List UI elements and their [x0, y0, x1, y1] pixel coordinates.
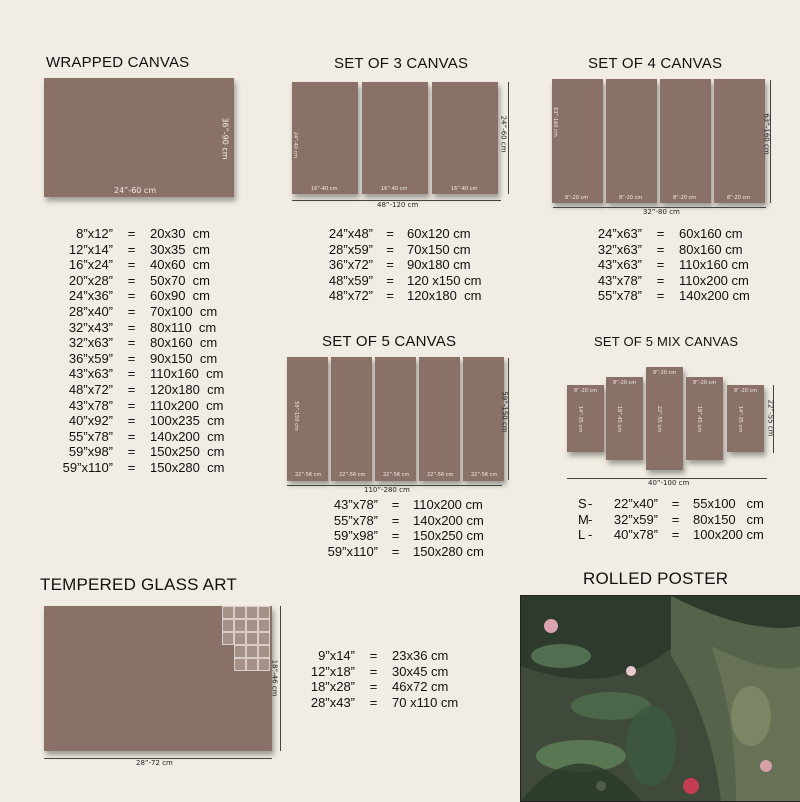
size-cm: 110x160 cm: [679, 257, 749, 273]
size-equals: =: [656, 241, 665, 257]
size-cm: 60x90 cm: [150, 288, 210, 304]
size-row: [590, 257, 750, 273]
size-inches: 36”x72”: [328, 257, 373, 273]
size-code: S: [578, 496, 587, 511]
size-equals: =: [386, 288, 394, 304]
set5-panel-width-label: 22”-56 cm: [427, 472, 454, 478]
size-cm: 120x180 cm: [150, 381, 225, 397]
size-inches: 43”x78”: [333, 497, 378, 512]
size-cm: 23x36 cm: [392, 648, 449, 663]
wrapped-width-label: 24”-60 cm: [114, 186, 157, 195]
glass-width-label: 28”-72 cm: [136, 759, 173, 767]
size-cm: 150x250 cm: [413, 528, 484, 544]
mix5-width-label: 40”-100 cm: [648, 479, 690, 487]
size-equals: =: [369, 694, 378, 710]
mix5-panel: [686, 377, 723, 460]
size-cm: 20x30 cm: [150, 226, 210, 241]
size-cm: 40x60 cm: [150, 257, 210, 273]
set5-height-label: 59”-150 cm: [500, 391, 509, 433]
set3-panel: [292, 82, 358, 194]
size-row: [50, 335, 224, 351]
mix5-panel: [646, 367, 683, 470]
size-row: [50, 366, 224, 382]
glass-reflection-tile: [258, 632, 270, 645]
size-row: [50, 398, 224, 414]
size-row: [590, 242, 750, 258]
size-equals: =: [386, 226, 394, 241]
glass-reflection-tile: [246, 658, 258, 671]
glass-reflection-tile: [222, 619, 234, 632]
size-equals: =: [127, 366, 136, 382]
glass-reflection-tile: [222, 632, 234, 645]
size-equals: =: [127, 319, 136, 335]
size-equals: =: [386, 241, 394, 257]
size-inches: 59”x98”: [333, 528, 378, 544]
size-row: [318, 226, 481, 242]
size-cm: 46x72 cm: [392, 679, 449, 695]
size-equals: =: [386, 272, 394, 288]
size-inches: 24”x48”: [328, 226, 373, 241]
size-equals: =: [127, 444, 136, 460]
size-equals: =: [656, 288, 665, 304]
size-row: [50, 413, 224, 429]
size-row: [318, 497, 484, 513]
size-inches: 43”x78”: [597, 272, 642, 288]
size-inches: 18”x28”: [310, 679, 355, 695]
size-row: [318, 273, 481, 289]
size-equals: =: [127, 397, 136, 413]
size-cm: 30x35 cm: [150, 241, 210, 257]
mix5-size-list: [578, 496, 764, 543]
size-row: [578, 512, 764, 528]
size-inches: 48”x72”: [68, 381, 113, 397]
size-cm: 80x160 cm: [679, 241, 743, 257]
rolled-poster-image: [520, 595, 800, 802]
size-cm: 70 x110 cm: [392, 694, 459, 710]
set3-panel-width-label: 16”-40 cm: [451, 186, 478, 192]
mix5-panel-height-label: 14”-35 cm: [737, 405, 744, 432]
mix5-panel-width-label: 8”-20 cm: [734, 388, 758, 394]
size-equals: =: [127, 350, 136, 366]
mix5-title: SET OF 5 MIX CANVAS: [594, 334, 739, 349]
glass-reflection-tile: [246, 619, 258, 632]
size-row: [50, 429, 224, 445]
mix5-panel-width-label: 8”-20 cm: [653, 370, 677, 376]
set5-title: SET OF 5 CANVAS: [322, 333, 457, 350]
size-row: [578, 527, 764, 543]
size-inches: 9”x14”: [318, 648, 355, 663]
size-inches: 32”x59”: [613, 511, 658, 527]
glass-height-label: 18”-46 cm: [270, 659, 279, 697]
mix5-panel-height-label: 22”-55 cm: [656, 405, 663, 432]
size-row: [50, 444, 224, 460]
set5-panel: [287, 357, 328, 481]
size-cm: 30x45 cm: [392, 663, 449, 679]
size-row: [50, 304, 224, 320]
set3-panel-height-label: 24”-40 cm: [292, 131, 299, 159]
size-row: [50, 320, 224, 336]
set4-panel-width-label: 8”-20 cm: [619, 195, 643, 201]
size-cm: 50x70 cm: [150, 272, 210, 288]
size-equals: =: [656, 257, 665, 273]
glass-reflection-tile: [258, 619, 270, 632]
set3-panel-width-label: 16”-40 cm: [381, 186, 408, 192]
size-inches: 40”x78”: [613, 527, 658, 543]
size-cm: 80x150 cm: [693, 511, 764, 527]
size-cm: 120x180 cm: [407, 288, 482, 304]
size-cm: 60x120 cm: [407, 226, 471, 241]
size-row: [318, 242, 481, 258]
glass-reflection-tile: [246, 606, 258, 619]
size-cm: 150x250 cm: [150, 444, 225, 460]
set5-panel: [463, 357, 504, 481]
size-inches: 59”x110”: [327, 543, 378, 559]
mix5-panel-width-label: 8”-20 cm: [574, 388, 598, 394]
wrapped-canvas-panel: [44, 78, 234, 197]
glass-reflection-tile: [258, 606, 270, 619]
size-equals: =: [656, 226, 665, 241]
size-equals: =: [386, 257, 394, 273]
size-equals: =: [369, 648, 378, 663]
size-row: [50, 382, 224, 398]
set3-panel: [432, 82, 498, 194]
size-inches: 12”x18”: [310, 663, 355, 679]
size-equals: =: [391, 528, 400, 544]
mix5-panel-height-label: 18”-45 cm: [616, 405, 623, 432]
set3-title: SET OF 3 CANVAS: [334, 55, 469, 72]
size-inches: 48”x59”: [328, 272, 373, 288]
mix5-panel-height-label: 18”-45 cm: [696, 405, 703, 432]
set5-size-list: [318, 497, 484, 559]
set4-panel-width-label: 8”-20 cm: [727, 195, 751, 201]
size-equals: =: [671, 511, 680, 527]
glass-reflection-tile: [234, 658, 246, 671]
size-dash: -: [588, 496, 593, 511]
size-equals: =: [127, 303, 136, 319]
jungle-poster-illustration: [521, 596, 800, 801]
size-equals: =: [671, 527, 680, 543]
size-equals: =: [671, 496, 680, 511]
size-inches: 55”x78”: [333, 512, 378, 528]
set5-panel-width-label: 22”-56 cm: [295, 472, 322, 478]
mix5-panel: [727, 385, 764, 452]
size-cm: 100x200 cm: [693, 527, 764, 543]
set4-title: SET OF 4 CANVAS: [588, 55, 723, 72]
glass-panel: [44, 606, 272, 751]
size-inches: 22”x40”: [613, 496, 658, 511]
size-inches: 59”x110”: [62, 459, 113, 475]
size-cm: 110x200 cm: [150, 397, 224, 413]
glass-title: TEMPERED GLASS ART: [40, 575, 237, 594]
set3-panel-width-label: 16”-40 cm: [311, 186, 338, 192]
glass-reflection-tile: [246, 632, 258, 645]
size-dash: -: [588, 511, 593, 527]
size-cm: 55x100 cm: [693, 496, 764, 511]
set3-height-label: 24”-60 cm: [499, 115, 508, 153]
set4-panel: [714, 79, 765, 203]
size-cm: 110x200 cm: [413, 497, 483, 512]
size-row: [578, 496, 764, 512]
size-code: L: [578, 527, 586, 543]
glass-reflection-tile: [234, 619, 246, 632]
size-inches: 55”x78”: [597, 288, 642, 304]
size-row: [590, 288, 750, 304]
set4-width-label: 32”-80 cm: [643, 208, 680, 216]
set4-height-label: 63”-160 cm: [762, 113, 771, 155]
glass-reflection-tile: [246, 645, 258, 658]
set5-panel: [419, 357, 460, 481]
set3-panel: [362, 82, 428, 194]
set4-size-list: [590, 226, 750, 304]
glass-reflection-tile: [234, 606, 246, 619]
size-equals: =: [391, 543, 400, 559]
size-equals: =: [391, 512, 400, 528]
size-row: [590, 226, 750, 242]
size-code: M: [578, 511, 589, 527]
set5-panel-width-label: 22”-56 cm: [383, 472, 410, 478]
set3-width-label: 48”-120 cm: [377, 201, 419, 209]
size-equals: =: [127, 428, 136, 444]
size-inches: 8”x12”: [76, 226, 113, 241]
set3-size-list: [318, 226, 481, 304]
size-row: [50, 242, 224, 258]
size-cm: 60x160 cm: [679, 226, 743, 241]
size-row: [304, 664, 458, 680]
set3-height-line: [508, 82, 509, 194]
size-row: [318, 513, 484, 529]
size-row: [50, 257, 224, 273]
mix5-panel-height-label: 14”-35 cm: [577, 405, 584, 432]
size-equals: =: [391, 497, 400, 512]
set5-panel-width-label: 22”-56 cm: [471, 472, 498, 478]
size-inches: 28”x59”: [328, 241, 373, 257]
poster-title: ROLLED POSTER: [583, 569, 729, 588]
size-cm: 70x100 cm: [150, 303, 218, 319]
size-cm: 80x160 cm: [150, 335, 218, 351]
set5-width-label: 110”-280 cm: [364, 486, 410, 494]
size-cm: 90x150 cm: [150, 350, 218, 366]
size-inches: 59”x98”: [68, 444, 113, 460]
wrapped-canvas-title: WRAPPED CANVAS: [46, 54, 190, 71]
size-inches: 48”x72”: [328, 288, 373, 304]
size-inches: 24”x36”: [68, 288, 113, 304]
size-equals: =: [127, 257, 136, 273]
size-inches: 43”x78”: [68, 397, 113, 413]
size-row: [50, 351, 224, 367]
size-equals: =: [369, 663, 378, 679]
size-equals: =: [127, 381, 136, 397]
size-equals: =: [127, 226, 136, 241]
size-cm: 110x200 cm: [679, 272, 749, 288]
set5-panel: [375, 357, 416, 481]
size-cm: 70x150 cm: [407, 241, 471, 257]
size-inches: 16”x24”: [68, 257, 113, 273]
mix5-panel: [567, 385, 604, 452]
size-inches: 43”x63”: [68, 366, 113, 382]
size-dash: -: [588, 527, 593, 543]
set4-panel-width-label: 8”-20 cm: [673, 195, 697, 201]
size-inches: 12”x14”: [68, 241, 113, 257]
size-cm: 80x110 cm: [150, 319, 217, 335]
size-equals: =: [127, 459, 136, 475]
size-cm: 100x235 cm: [150, 413, 225, 429]
size-inches: 36”x59”: [68, 350, 113, 366]
size-equals: =: [127, 335, 136, 351]
size-inches: 24”x63”: [597, 226, 642, 241]
glass-reflection-tile: [234, 645, 246, 658]
mix5-panel: [606, 377, 643, 460]
size-inches: 43”x63”: [597, 257, 642, 273]
set5-panel-height-label: 59”-150 cm: [292, 401, 299, 431]
size-cm: 90x180 cm: [407, 257, 471, 273]
glass-reflection-tile: [258, 645, 270, 658]
wrapped-height-label: 36”-90 cm: [220, 117, 230, 160]
size-inches: 32”x43”: [68, 319, 113, 335]
set5-panel-width-label: 22”-56 cm: [339, 472, 366, 478]
size-inches: 40”x92”: [68, 413, 113, 429]
size-row: [304, 679, 458, 695]
size-inches: 28”x43”: [310, 694, 355, 710]
size-inches: 32”x63”: [597, 241, 642, 257]
size-inches: 28”x40”: [68, 303, 113, 319]
size-row: [50, 460, 224, 476]
mix5-panel-width-label: 8”-20 cm: [613, 380, 637, 386]
size-row: [50, 288, 224, 304]
size-row: [318, 544, 484, 560]
size-inches: 55”x78”: [68, 428, 113, 444]
set5-panel: [331, 357, 372, 481]
size-equals: =: [127, 241, 136, 257]
set4-panel: [552, 79, 603, 203]
glass-reflection-tile: [258, 658, 270, 671]
set4-panel-height-label: 63”-160 cm: [551, 107, 558, 137]
size-row: [50, 273, 224, 289]
size-cm: 140x200 cm: [413, 512, 484, 528]
size-row: [590, 273, 750, 289]
size-row: [304, 695, 458, 711]
size-row: [318, 288, 481, 304]
size-equals: =: [656, 272, 665, 288]
size-inches: 20”x28”: [68, 272, 113, 288]
size-cm: 110x160 cm: [150, 366, 224, 382]
size-equals: =: [127, 413, 136, 429]
set4-panel-width-label: 8”-20 cm: [565, 195, 589, 201]
size-cm: 140x200 cm: [679, 288, 750, 304]
set4-panel: [606, 79, 657, 203]
size-cm: 150x280 cm: [150, 459, 225, 475]
size-equals: =: [369, 679, 378, 695]
size-inches: 32”x63”: [68, 335, 113, 351]
glass-reflection-tile: [222, 606, 234, 619]
size-cm: 150x280 cm: [413, 543, 484, 559]
glass-reflection-tile: [234, 632, 246, 645]
mix5-panel-width-label: 8”-20 cm: [693, 380, 717, 386]
size-cm: 140x200 cm: [150, 428, 225, 444]
size-row: [318, 257, 481, 273]
set4-panel: [660, 79, 711, 203]
glass-size-list: [304, 648, 458, 710]
size-cm: 120 x150 cm: [407, 272, 482, 288]
size-row: [318, 528, 484, 544]
glass-height-line: [280, 606, 281, 751]
size-equals: =: [127, 288, 136, 304]
wrapped-size-list: [50, 226, 224, 476]
size-row: [50, 226, 224, 242]
size-equals: =: [127, 272, 136, 288]
size-row: [304, 648, 458, 664]
mix5-height-label: 22”-55 cm: [766, 399, 775, 437]
